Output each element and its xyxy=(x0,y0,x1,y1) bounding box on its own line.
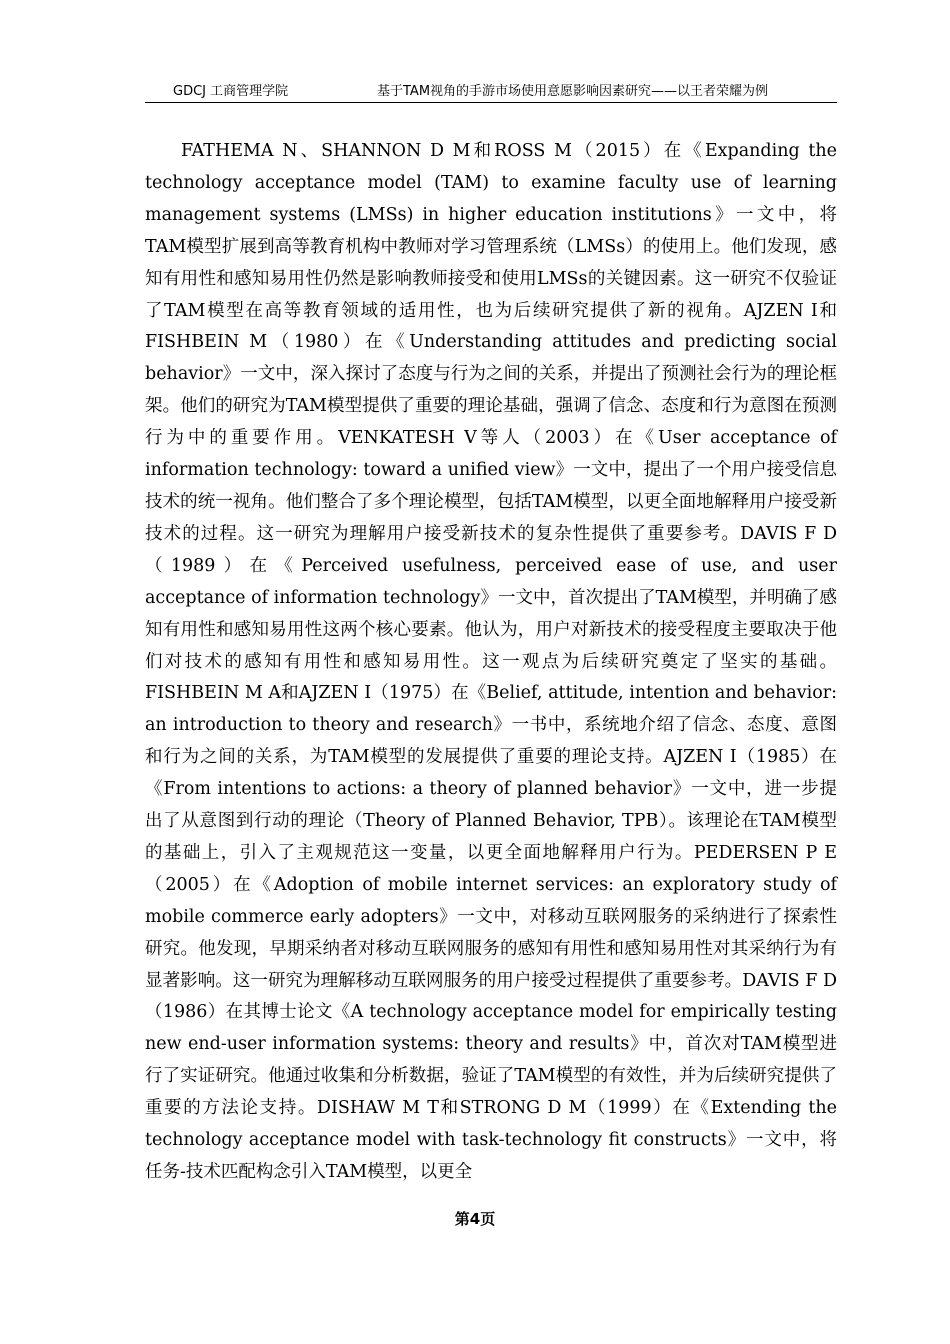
body-paragraph: FATHEMA N、SHANNON D M和ROSS M（2015）在《Expanding the technology acceptance model (TAM) to examine faculty use of learning management systems (LMSs) in higher education institutions》一文中，将TAM模型扩展到高等教育机构中教师对学习管理系统（LMSs）的使用上。他们发现，感知有用性和感知易用性仍然是影响教师接受和使用LMSs的关键因素。这一研究不仅验证了TAM模型在高等教育领域的适用性，也为后续研究提供了新的视角。AJZEN I和FISHBEIN M（1980）在《Understanding attitudes and predicting social behavior》一文中，深入探讨了态度与行为之间的关系，并提出了预测社会行为的理论框架。他们的研究为TAM模型提供了重要的理论基础，强调了信念、态度和行为意图在预测行为中的重要作用。VENKATESH V等人（2003）在《User acceptance of information technology: toward a unified view》一文中，提出了一个用户接受信息技术的统一视角。他们整合了多个理论模型，包括TAM模型，以更全面地解释用户接受新技术的过程。这一研究为理解用户接受新技术的复杂性提供了重要参考。DAVIS F D（1989）在《Perceived usefulness, perceived ease of use, and user acceptance of information technology》一文中，首次提出了TAM模型，并明确了感知有用性和感知易用性这两个核心要素。他认为，用户对新技术的接受程度主要取决于他们对技术的感知有用性和感知易用性。这一观点为后续研究奠定了坚实的基础。FISHBEIN M A和AJZEN I（1975）在《Belief, attitude, intention and behavior: an introduction to theory and research》一书中，系统地介绍了信念、态度、意图和行为之间的关系，为TAM模型的发展提供了重要的理论支持。AJZEN I（1985）在《From intentions to actions: a theory of planned behavior》一文中，进一步提出了从意图到行动的理论（Theory of Planned Behavior, TPB）。该理论在TAM模型的基础上，引入了主观规范这一变量，以更全面地解释用户行为。PEDERSEN P E（2005）在《Adoption of mobile internet services: an exploratory study of mobile commerce early adopters》一文中，对移动互联网服务的采纳进行了探索性研究。他发现，早期采纳者对移动互联网服务的感知有用性和感知易用性对其采纳行为有显著影响。这一研究为理解移动互联网服务的用户接受过程提供了重要参考。DAVIS F D（1986）在其博士论文《A technology acceptance model for empirically testing new end-user information systems: theory and results》中，首次对TAM模型进行了实证研究。他通过收集和分析数据，验证了TAM模型的有效性，并为后续研究提供了重要的方法论支持。DISHAW M T和STRONG D M（1999）在《Extending the technology acceptance model with task-technology fit constructs》一文中，将任务-技术匹配构念引入TAM模型，以更全 xyxy=(145,141,837,1182)
page-number: 第4页 xyxy=(454,1210,496,1228)
header-thesis-title: 基于TAM视角的手游市场使用意愿影响因素研究——以王者荣耀为例 xyxy=(377,84,769,99)
page-header xyxy=(145,78,837,103)
header-institution: GDCJ 工商管理学院 xyxy=(173,84,289,99)
